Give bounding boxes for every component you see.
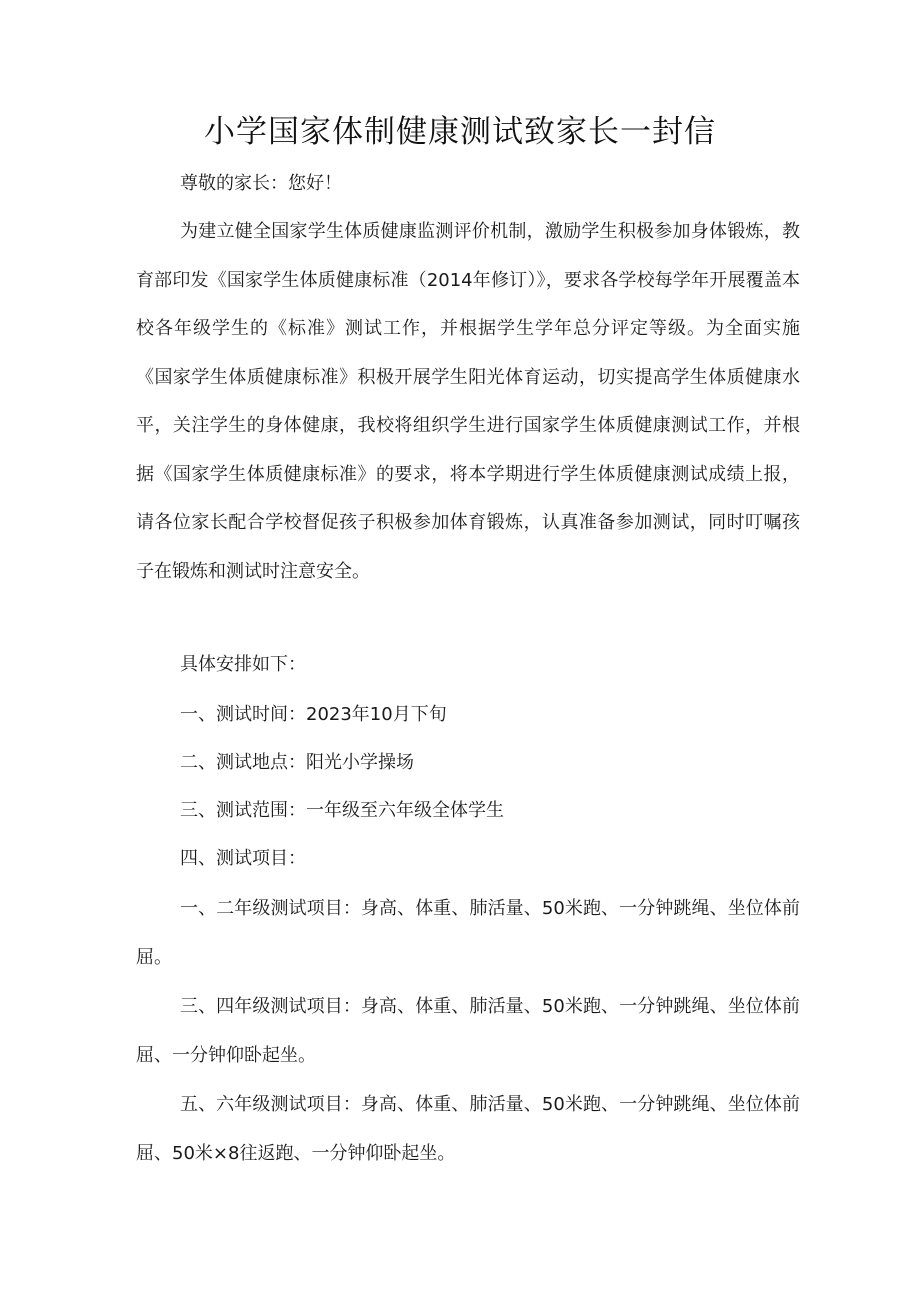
list-item-time: 一、测试时间：2023年10月下旬 bbox=[180, 704, 447, 725]
grade-3-4-items: 三、四年级测试项目：身高、体重、肺活量、50米跑、一分钟跳绳、坐位体前屈、一分钟仰卧起坐。 bbox=[136, 996, 800, 1066]
intro-paragraph: 为建立健全国家学生体质健康监测评价机制，激励学生积极参加身体锻炼，教育部印发《国家学生体质健康标准（2014年修订）》，要求各学校每学年开展覆盖本校各年级学生的《标准》测试工作，并根据学生学年总分评定等级。为全面实施《国家学生体质健康标准》积极开展学生阳光体育运动，切实提高学生体质健康水平，关注学生的身体健康，我校将组织学生进行国家学生体质健康测试工作，并根据《国家学生体质健康标准》的要求，将本学期进行学生体质健康测试成绩上报，请各位家长配合学校督促孩子积极参加体育锻炼，认真准备参加测试，同时叮嘱孩子在锻炼和测试时注意安全。 bbox=[136, 221, 800, 582]
grade-1-2-items: 一、二年级测试项目：身高、体重、肺活量、50米跑、一分钟跳绳、坐位体前屈。 bbox=[136, 898, 800, 968]
document-title: 小学国家体制健康测试致家长一封信 bbox=[204, 114, 716, 150]
list-item-location: 二、测试地点：阳光小学操场 bbox=[180, 752, 414, 773]
list-item-scope: 三、测试范围：一年级至六年级全体学生 bbox=[180, 800, 504, 821]
grade-5-6-items: 五、六年级测试项目：身高、体重、肺活量、50米跑、一分钟跳绳、坐位体前屈、50米×8往返跑、一分钟仰卧起坐。 bbox=[136, 1094, 800, 1164]
arrangement-heading: 具体安排如下： bbox=[180, 654, 306, 675]
greeting: 尊敬的家长：您好！ bbox=[180, 173, 342, 194]
list-item-projects: 四、测试项目： bbox=[180, 848, 306, 869]
